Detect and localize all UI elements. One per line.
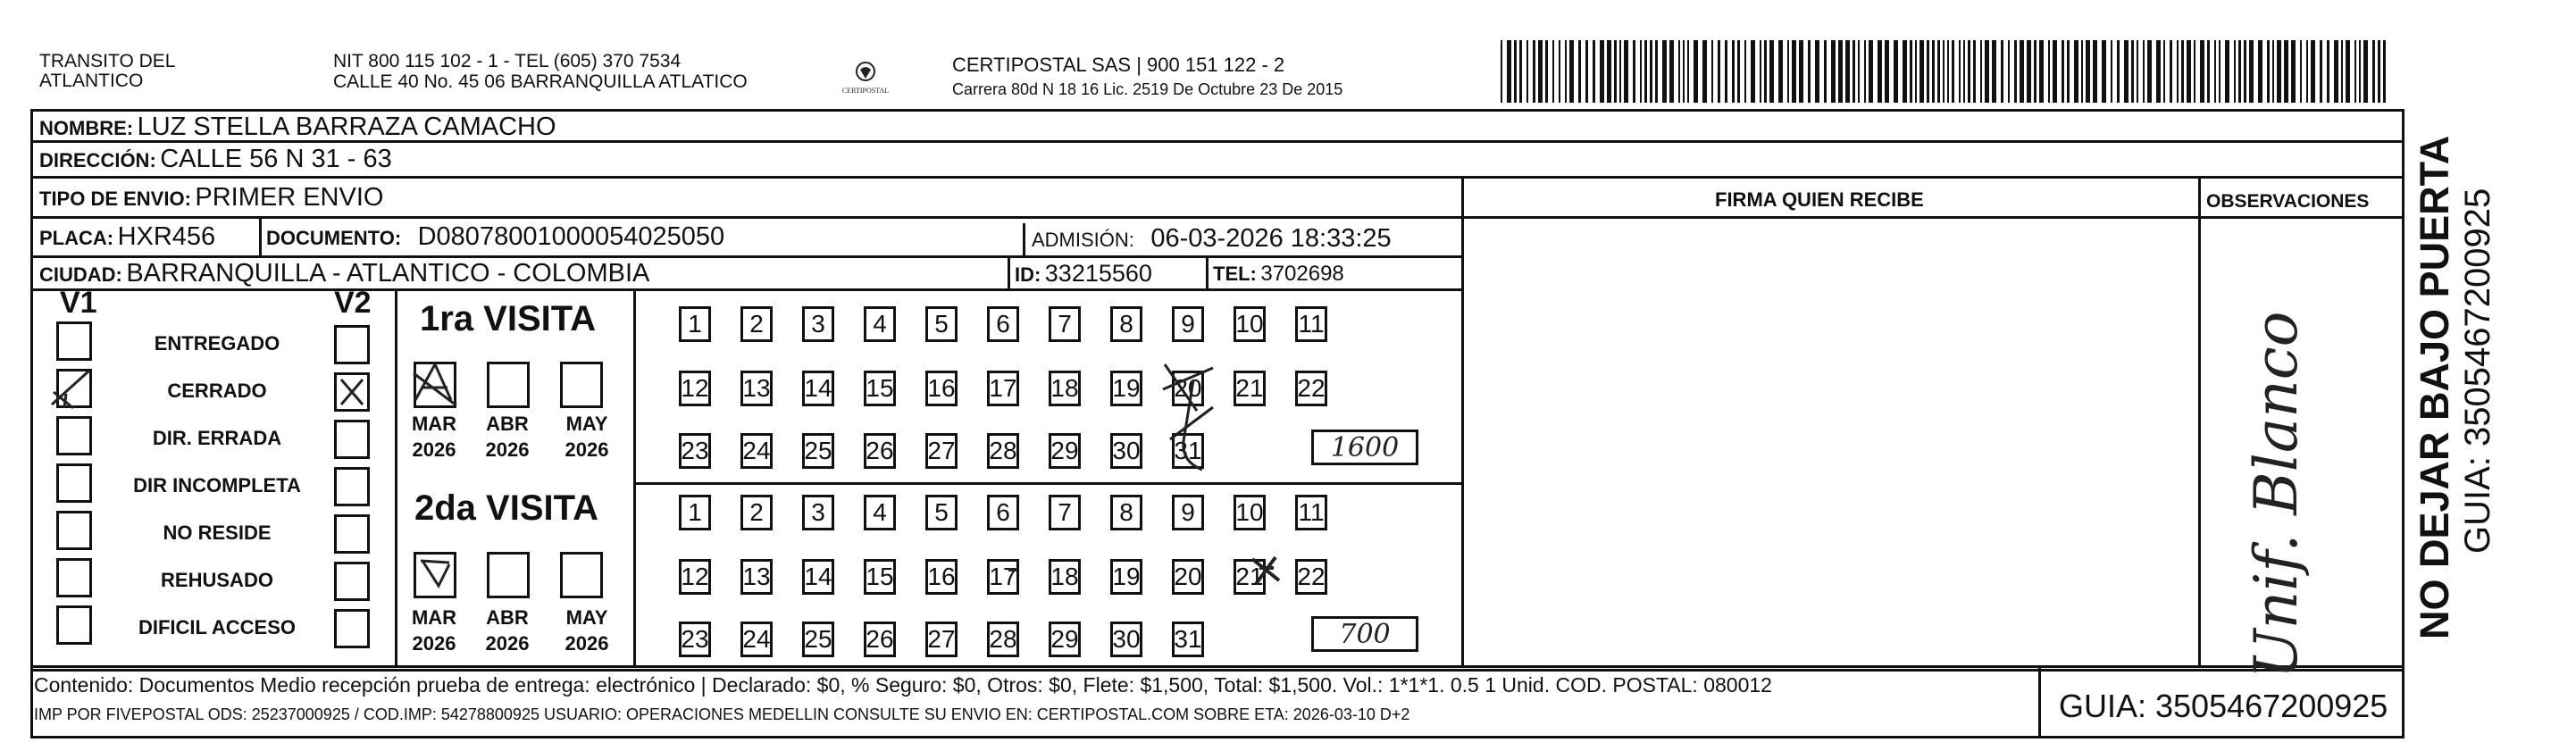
- v1-label: V1: [60, 286, 97, 320]
- first-visit-day-20[interactable]: 20: [1172, 371, 1204, 406]
- barcode-bar: [2143, 40, 2145, 103]
- tipo-row: [39, 183, 383, 213]
- second-visit-day-4[interactable]: 4: [864, 495, 896, 530]
- first-visit-day-27[interactable]: 27: [925, 433, 958, 469]
- barcode-bar: [2234, 40, 2236, 103]
- barcode-bar: [1778, 40, 1783, 103]
- reason-checkbox-v2-no-reside[interactable]: [334, 514, 370, 554]
- barcode-bar: [2163, 40, 2165, 103]
- barcode-bar: [1725, 40, 1727, 103]
- first-visit-day-8[interactable]: 8: [1110, 306, 1142, 342]
- barcode-bar: [1559, 40, 1560, 103]
- second-visit-day-31[interactable]: 31: [1172, 622, 1204, 657]
- barcode-bar: [2272, 40, 2274, 103]
- reason-checkbox-v1-no-reside[interactable]: [56, 511, 92, 550]
- second-visit-year-may: 2026: [565, 632, 609, 655]
- barcode-bar: [1980, 40, 1982, 103]
- barcode-bar: [1764, 40, 1767, 103]
- barcode-bar: [1915, 40, 1917, 103]
- first-visit-day-26[interactable]: 26: [864, 433, 896, 469]
- reason-checkbox-v2-cerrado[interactable]: [334, 372, 370, 412]
- reason-checkbox-v1-cerrado[interactable]: [56, 369, 92, 408]
- carrier-line: CERTIPOSTAL SAS | 900 151 122 - 2: [952, 54, 1285, 76]
- observaciones-header: OBSERVACIONES: [2206, 191, 2370, 212]
- barcode-bar: [1831, 40, 1836, 103]
- barcode-bar: [2048, 40, 2050, 103]
- direccion-value: CALLE 56 N 31 - 63: [160, 145, 392, 173]
- logo-text: CERTIPOSTAL: [841, 87, 890, 95]
- barcode-bar: [1694, 40, 1698, 103]
- observation-handwriting: Unif. Blanco: [2242, 311, 2311, 679]
- second-visit-day-11[interactable]: 11: [1295, 495, 1327, 530]
- first-visit-day-5[interactable]: 5: [925, 306, 958, 342]
- barcode-bar: [1593, 40, 1595, 103]
- first-visit-day-22[interactable]: 22: [1295, 371, 1327, 406]
- barcode-bar: [2359, 40, 2361, 103]
- placa-label: PLACA:: [39, 227, 114, 249]
- first-visit-month-box-mar[interactable]: [414, 362, 456, 408]
- documento-row: [266, 222, 724, 252]
- id-label: ID:: [1015, 263, 1041, 286]
- second-visit-day-10[interactable]: 10: [1234, 495, 1266, 530]
- reason-label-dificil-acceso: DIFICIL ACCESO: [138, 616, 296, 638]
- barcode-bar: [2102, 40, 2106, 103]
- second-visit-day-1[interactable]: 1: [679, 495, 711, 530]
- barcode-bar: [2277, 40, 2281, 103]
- reason-checkbox-v2-dir-incompleta[interactable]: [334, 467, 370, 506]
- reason-checkbox-v1-rehusado[interactable]: [56, 558, 92, 597]
- footer-imp: IMP POR FIVEPOSTAL ODS: 25237000925 / COD.IMP: 54278800925 USUARIO: OPERACIONES MEDELLIN CONSULTE SU ENVIO EN: CERTIPOSTAL.COM SOBRE ETA: 2026-03-10 D+2: [34, 705, 1410, 723]
- nombre-label: NOMBRE:: [39, 117, 134, 139]
- barcode-bar: [2008, 40, 2010, 103]
- barcode-bar: [2194, 40, 2195, 103]
- barcode-bar: [2291, 40, 2296, 103]
- barcode-bar: [1751, 40, 1755, 103]
- first-visit-day-19[interactable]: 19: [1110, 371, 1142, 406]
- barcode-bar: [2284, 40, 2288, 103]
- first-visit-day-15[interactable]: 15: [864, 371, 896, 406]
- first-visit-day-23[interactable]: 23: [679, 433, 711, 469]
- barcode-bar: [2170, 40, 2172, 103]
- barcode-bar: [2378, 40, 2380, 103]
- first-visit-month-mar: MAR: [411, 413, 457, 435]
- first-visit-year-mar: 2026: [412, 438, 456, 461]
- barcode-bar: [1569, 40, 1574, 103]
- second-visit-day-24[interactable]: 24: [740, 622, 773, 657]
- second-visit-day-22[interactable]: 22: [1295, 559, 1327, 595]
- barcode-bar: [1792, 40, 1796, 103]
- first-visit-day-16[interactable]: 16: [925, 371, 958, 406]
- first-visit-day-2[interactable]: 2: [740, 306, 773, 342]
- first-visit-day-30[interactable]: 30: [1110, 433, 1142, 469]
- barcode-bar: [1678, 40, 1680, 103]
- barcode-bar: [1992, 40, 1996, 103]
- reason-label-dir-incompleta: DIR INCOMPLETA: [133, 474, 301, 496]
- second-visit-day-21[interactable]: 21: [1234, 559, 1266, 595]
- reason-label-cerrado: CERRADO: [167, 380, 267, 402]
- ciudad-value: BARRANQUILLA - ATLANTICO - COLOMBIA: [126, 259, 650, 288]
- barcode-bar: [1607, 40, 1611, 103]
- barcode-bar: [1815, 40, 1819, 103]
- second-visit-day-16[interactable]: 16: [925, 559, 958, 595]
- barcode-bar: [1927, 40, 1929, 103]
- placa-row: [39, 222, 215, 252]
- second-visit-day-29[interactable]: 29: [1049, 622, 1081, 657]
- second-visit-day-2[interactable]: 2: [740, 495, 773, 530]
- barcode-bar: [2363, 40, 2368, 103]
- barcode-bar: [2320, 40, 2322, 103]
- barcode-bar: [1903, 40, 1907, 103]
- barcode-bar: [2244, 40, 2246, 103]
- side-guia: GUIA: 3505467200925: [2458, 188, 2497, 554]
- barcode-bar: [2111, 40, 2112, 103]
- first-visit-month-box-abr[interactable]: [487, 362, 530, 408]
- barcode-bar: [1662, 40, 1667, 103]
- firma-header: FIRMA QUIEN RECIBE: [1715, 188, 1924, 211]
- barcode-bar: [2131, 40, 2134, 103]
- nombre-row: [39, 113, 556, 142]
- reason-checkbox-v2-dificil-acceso[interactable]: [334, 609, 370, 648]
- documento-value: D08078001000054025050: [417, 222, 725, 251]
- barcode-bar: [2014, 40, 2017, 103]
- second-visit-day-30[interactable]: 30: [1110, 622, 1142, 657]
- barcode-bar: [1732, 40, 1735, 103]
- barcode-bar: [2020, 40, 2024, 103]
- barcode-bar: [1910, 40, 1912, 103]
- second-visit-month-box-may[interactable]: [560, 552, 603, 598]
- barcode-bar: [1787, 40, 1789, 103]
- barcode-bar: [1614, 40, 1617, 103]
- tel-value: 3702698: [1260, 262, 1344, 286]
- barcode-bar: [1683, 40, 1685, 103]
- reason-checkbox-v1-dir-incompleta[interactable]: [56, 463, 92, 503]
- barcode-bar: [1853, 40, 1855, 103]
- first-visit-day-11[interactable]: 11: [1295, 306, 1327, 342]
- barcode-bar: [1585, 40, 1588, 103]
- second-visit-month-may: MAY: [565, 606, 608, 629]
- barcode-bar: [2181, 40, 2184, 103]
- id-value: 33215560: [1044, 260, 1152, 287]
- first-visit-day-18[interactable]: 18: [1049, 371, 1081, 406]
- barcode-bar: [2081, 40, 2083, 103]
- barcode-bar: [1894, 40, 1898, 103]
- reason-checkbox-v1-entregado[interactable]: [56, 321, 92, 361]
- first-visit-time-box[interactable]: [1311, 430, 1418, 465]
- first-visit-title: 1ra VISITA: [420, 299, 597, 338]
- footer-guia: GUIA: 3505467200925: [2059, 688, 2388, 724]
- first-visit-day-7[interactable]: 7: [1049, 306, 1081, 342]
- barcode-bar: [2200, 40, 2204, 103]
- barcode-bar: [1885, 40, 1889, 103]
- second-visit-day-3[interactable]: 3: [802, 495, 834, 530]
- barcode-bar: [1711, 40, 1713, 103]
- barcode-bar: [2124, 40, 2129, 103]
- barcode-bar: [1640, 40, 1642, 103]
- reason-checkbox-v1-dir-errada[interactable]: [56, 416, 92, 455]
- barcode-bar: [1869, 40, 1873, 103]
- barcode-bar: [2334, 40, 2338, 103]
- reason-checkbox-v2-entregado[interactable]: [334, 325, 370, 364]
- second-visit-month-box-mar[interactable]: [414, 552, 456, 598]
- reason-checkbox-v2-dir-errada[interactable]: [334, 420, 370, 459]
- barcode-bar: [2346, 40, 2350, 103]
- barcode-bar: [1565, 40, 1567, 103]
- first-visit-day-3[interactable]: 3: [802, 306, 834, 342]
- barcode-bar: [2117, 40, 2120, 103]
- barcode-bar: [2062, 40, 2064, 103]
- reason-checkbox-v1-dificil-acceso[interactable]: [56, 605, 92, 645]
- second-visit-month-mar: MAR: [411, 606, 457, 629]
- second-visit-day-27[interactable]: 27: [925, 622, 958, 657]
- barcode-bar: [1619, 40, 1621, 103]
- first-visit-year-may: 2026: [565, 438, 609, 461]
- first-visit-day-21[interactable]: 21: [1234, 371, 1266, 406]
- second-visit-day-8[interactable]: 8: [1110, 495, 1142, 530]
- first-visit-day-9[interactable]: 9: [1172, 306, 1204, 342]
- second-visit-day-12[interactable]: 12: [679, 559, 711, 595]
- barcode-bar: [2311, 40, 2315, 103]
- second-visit-day-5[interactable]: 5: [925, 495, 958, 530]
- second-visit-time-box[interactable]: [1311, 616, 1418, 652]
- barcode-bar: [1655, 40, 1658, 103]
- barcode-bar: [2001, 40, 2003, 103]
- barcode-bar: [2354, 40, 2356, 103]
- barcode-bar: [1808, 40, 1811, 103]
- second-visit-day-18[interactable]: 18: [1049, 559, 1081, 595]
- second-visit-month-abr: ABR: [486, 606, 529, 629]
- barcode-bar: [2093, 40, 2097, 103]
- reason-label-no-reside: NO RESIDE: [163, 522, 272, 544]
- barcode-bar: [1845, 40, 1850, 103]
- barcode-bar: [2034, 40, 2037, 103]
- carrier-address: Carrera 80d N 18 16 Lic. 2519 De Octubre 23 De 2015: [952, 80, 1343, 98]
- second-visit-day-25[interactable]: 25: [802, 622, 834, 657]
- second-visit-year-abr: 2026: [485, 632, 530, 655]
- barcode-bar: [2258, 40, 2262, 103]
- second-visit-day-19[interactable]: 19: [1110, 559, 1142, 595]
- address-line: CALLE 40 No. 45 06 BARRANQUILLA ATLATICO: [333, 71, 748, 92]
- form-frame: [30, 109, 2405, 672]
- barcode-bar: [2187, 40, 2191, 103]
- first-visit-month-abr: ABR: [486, 413, 529, 435]
- barcode-bar: [2147, 40, 2152, 103]
- first-visit-day-28[interactable]: 28: [987, 433, 1019, 469]
- barcode-bar: [1545, 40, 1548, 103]
- barcode-bar: [1838, 40, 1843, 103]
- second-visit-day-9[interactable]: 9: [1172, 495, 1204, 530]
- barcode-bar: [2074, 40, 2078, 103]
- admision-row: [1032, 224, 1392, 254]
- second-visit-day-14[interactable]: 14: [802, 559, 834, 595]
- second-visit-day-28[interactable]: 28: [987, 622, 1019, 657]
- barcode-bar: [1744, 40, 1746, 103]
- barcode-bar: [2156, 40, 2161, 103]
- documento-label: DOCUMENTO:: [266, 227, 402, 249]
- barcode-bar: [1824, 40, 1827, 103]
- reason-label-entregado: ENTREGADO: [154, 332, 280, 355]
- barcode-bar: [2267, 40, 2270, 103]
- direccion-row: [39, 145, 392, 174]
- barcode-bar: [2225, 40, 2229, 103]
- barcode-bar: [2383, 40, 2386, 103]
- first-visit-month-may: MAY: [565, 413, 608, 435]
- id-row: [1015, 260, 1152, 288]
- barcode-bar: [2249, 40, 2254, 103]
- first-visit-year-abr: 2026: [485, 438, 530, 461]
- first-visit-month-box-may[interactable]: [560, 362, 603, 408]
- first-visit-day-24[interactable]: 24: [740, 433, 773, 469]
- admision-label: ADMISIÓN:: [1032, 229, 1134, 251]
- barcode-bar: [1507, 40, 1511, 103]
- barcode-bar: [1937, 40, 1940, 103]
- barcode-bar: [2177, 40, 2179, 103]
- tipo-label: TIPO DE ENVIO:: [39, 188, 191, 210]
- placa-value: HXR456: [117, 222, 216, 251]
- barcode-bar: [1600, 40, 1604, 103]
- second-visit-title: 2da VISITA: [414, 488, 598, 528]
- company-name-line2: ATLANTICO: [39, 71, 144, 91]
- first-visit-day-17[interactable]: 17: [987, 371, 1019, 406]
- barcode-bar: [1552, 40, 1554, 103]
- barcode-bar: [1669, 40, 1674, 103]
- second-visit-year-mar: 2026: [412, 632, 456, 655]
- barcode-bar: [2219, 40, 2221, 103]
- barcode-bar: [1737, 40, 1740, 103]
- barcode-bar: [1963, 40, 1965, 103]
- barcode-bar: [1538, 40, 1543, 103]
- barcode-bar: [1858, 40, 1860, 103]
- nit-line: NIT 800 115 102 - 1 - TEL (605) 370 7534: [333, 51, 682, 71]
- second-visit-day-23[interactable]: 23: [679, 622, 711, 657]
- barcode-bar: [1760, 40, 1761, 103]
- reason-label-rehusado: REHUSADO: [161, 569, 273, 591]
- barcode-bar: [1501, 40, 1502, 103]
- first-visit-day-29[interactable]: 29: [1049, 433, 1081, 469]
- first-visit-day-14[interactable]: 14: [802, 371, 834, 406]
- second-visit-day-26[interactable]: 26: [864, 622, 896, 657]
- second-visit-day-15[interactable]: 15: [864, 559, 896, 595]
- barcode-bar: [2207, 40, 2210, 103]
- barcode-bar: [2238, 40, 2241, 103]
- company-name-line1: TRANSITO DEL: [39, 51, 176, 71]
- barcode-bar: [1633, 40, 1635, 103]
- ciudad-row: [39, 259, 649, 288]
- tel-row: [1213, 262, 1344, 287]
- second-visit-day-20[interactable]: 20: [1172, 559, 1204, 595]
- nombre-value: LUZ STELLA BARRAZA CAMACHO: [137, 113, 556, 141]
- barcode-bar: [1769, 40, 1774, 103]
- second-visit-day-7[interactable]: 7: [1049, 495, 1081, 530]
- first-visit-day-1[interactable]: 1: [679, 306, 711, 342]
- barcode-bar: [1578, 40, 1581, 103]
- direccion-label: DIRECCIÓN:: [39, 149, 156, 171]
- barcode-bar: [2327, 40, 2329, 103]
- barcode-bar: [1864, 40, 1866, 103]
- barcode-bar: [1687, 40, 1689, 103]
- first-visit-day-25[interactable]: 25: [802, 433, 834, 469]
- barcode-bar: [1624, 40, 1628, 103]
- barcode-bar: [1959, 40, 1961, 103]
- barcode-bar: [2300, 40, 2302, 103]
- v2-label: V2: [334, 286, 372, 320]
- barcode-bar: [1533, 40, 1535, 103]
- barcode-bar: [2306, 40, 2308, 103]
- barcode-bar: [2214, 40, 2216, 103]
- reason-label-dir-errada: DIR. ERRADA: [152, 427, 282, 449]
- second-visit-day-17[interactable]: 17: [987, 559, 1019, 595]
- barcode-bar: [1985, 40, 1989, 103]
- barcode-bar: [1702, 40, 1707, 103]
- barcode-bar: [1718, 40, 1720, 103]
- tel-label: TEL:: [1213, 263, 1257, 285]
- tipo-value: PRIMER ENVIO: [195, 183, 384, 212]
- barcode: [1501, 40, 2394, 104]
- barcode-bar: [2372, 40, 2375, 103]
- barcode-bar: [1943, 40, 1945, 103]
- barcode-bar: [1919, 40, 1924, 103]
- second-visit-time: 700: [1339, 618, 1391, 650]
- barcode-bar: [1878, 40, 1882, 103]
- second-visit-day-6[interactable]: 6: [987, 495, 1019, 530]
- barcode-bar: [1952, 40, 1954, 103]
- first-visit-day-6[interactable]: 6: [987, 306, 1019, 342]
- barcode-bar: [2067, 40, 2070, 103]
- first-visit-time: 1600: [1330, 431, 1400, 463]
- footer-contenido: Contenido: Documentos Medio recepción prueba de entrega: electrónico | Declarado: $0, % Seguro: $0, Otros: $0, Flete: $1,500, Total: $1,500. Vol.: 1*1*1. 0.5 1 Unid. COD. POSTAL: 080012: [34, 673, 1772, 697]
- admision-value: 06-03-2026 18:33:25: [1150, 224, 1392, 253]
- reason-checkbox-v2-rehusado[interactable]: [334, 562, 370, 601]
- barcode-bar: [1947, 40, 1949, 103]
- first-visit-day-13[interactable]: 13: [740, 371, 773, 406]
- barcode-bar: [1526, 40, 1528, 103]
- barcode-bar: [2137, 40, 2138, 103]
- barcode-bar: [1644, 40, 1647, 103]
- first-visit-day-4[interactable]: 4: [864, 306, 896, 342]
- second-visit-month-box-abr[interactable]: [487, 552, 530, 598]
- first-visit-day-31[interactable]: 31: [1172, 433, 1204, 469]
- barcode-bar: [1932, 40, 1935, 103]
- barcode-bar: [1650, 40, 1652, 103]
- first-visit-day-12[interactable]: 12: [679, 371, 711, 406]
- ciudad-label: CIUDAD:: [39, 263, 122, 286]
- barcode-bar: [2341, 40, 2343, 103]
- barcode-bar: [2053, 40, 2057, 103]
- barcode-bar: [1514, 40, 1517, 103]
- barcode-bar: [1519, 40, 1522, 103]
- certipostal-logo: [833, 59, 898, 98]
- first-visit-day-10[interactable]: 10: [1234, 306, 1266, 342]
- barcode-bar: [2039, 40, 2044, 103]
- barcode-bar: [2027, 40, 2031, 103]
- barcode-bar: [1799, 40, 1803, 103]
- barcode-bar: [1973, 40, 1976, 103]
- barcode-bar: [2086, 40, 2090, 103]
- side-warning: NO DEJAR BAJO PUERTA: [2412, 135, 2457, 639]
- second-visit-day-13[interactable]: 13: [740, 559, 773, 595]
- barcode-bar: [1968, 40, 1970, 103]
